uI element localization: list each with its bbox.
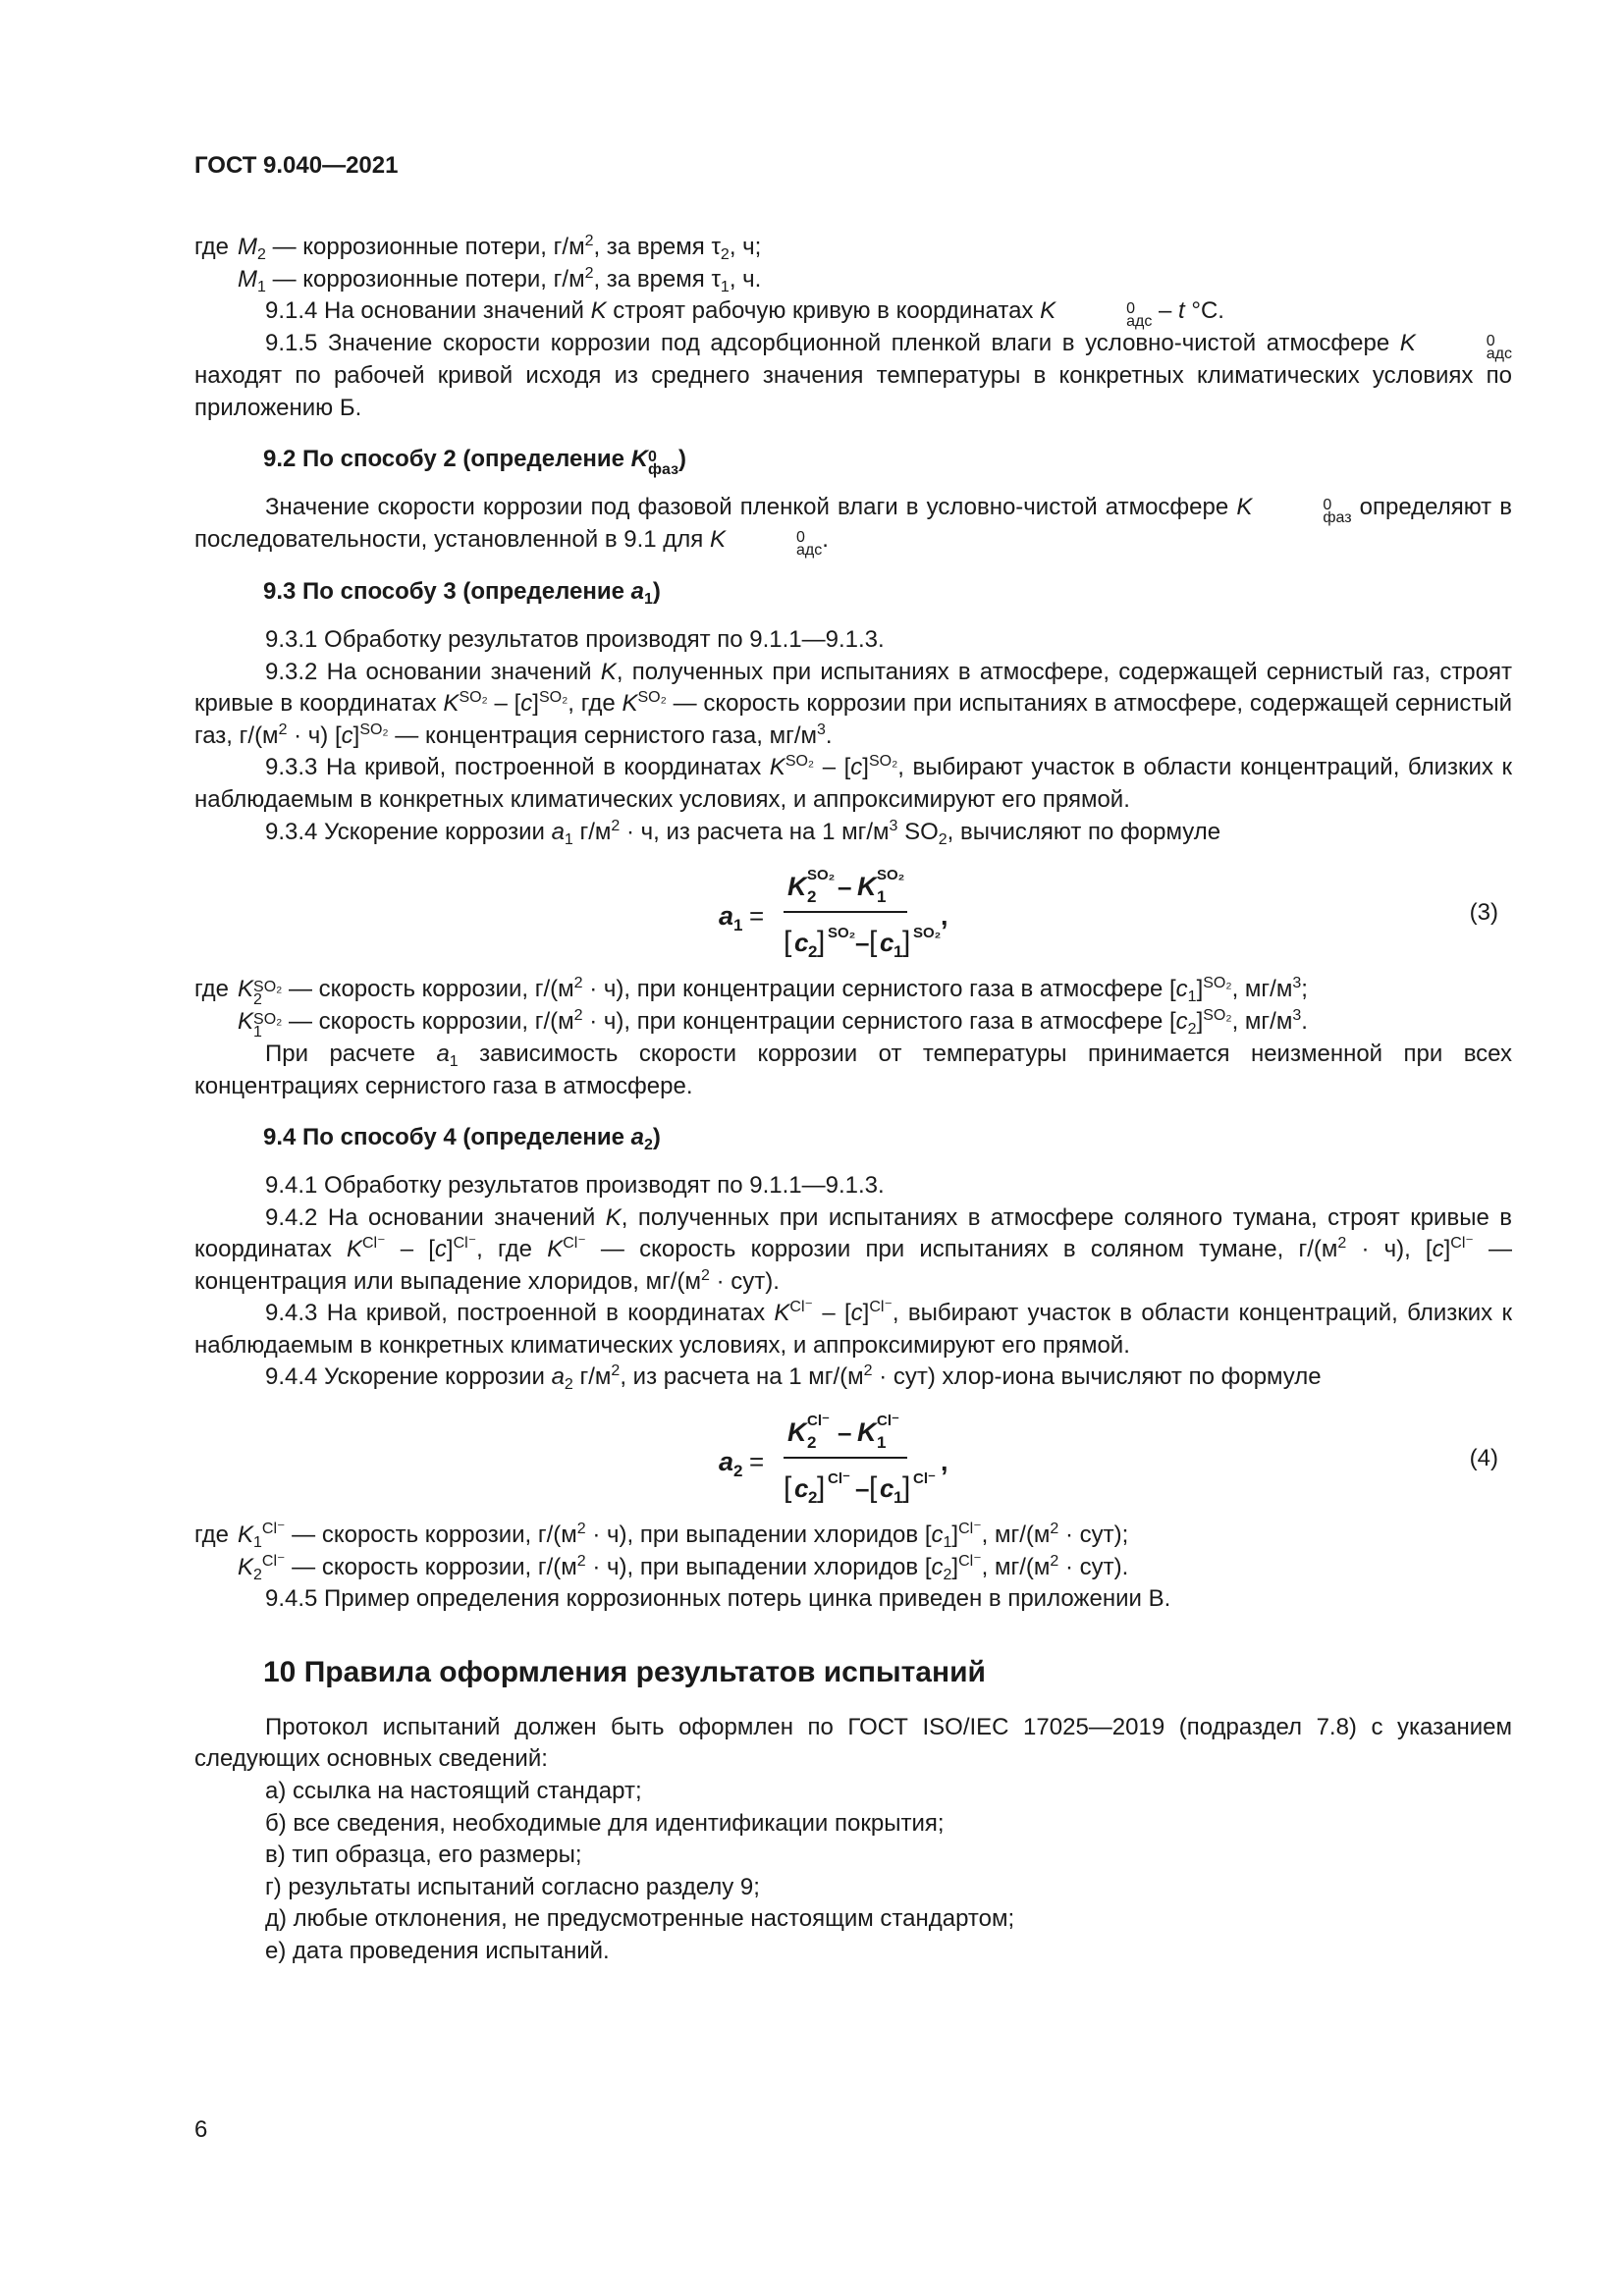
svg-text:=: = [749, 901, 765, 932]
svg-text:K: K [857, 872, 877, 902]
svg-text:2: 2 [808, 942, 818, 962]
svg-text:,: , [941, 1447, 948, 1477]
formula-4 [194, 1398, 1512, 1516]
requirements-list [194, 1776, 1512, 1968]
formula-4-expression [715, 1398, 970, 1516]
paragraph-9-1-4: 9.1.4 На основании значений K строят рабочую кривую в координатах K 0 адс – t °С. [265, 297, 1224, 331]
svg-text:Cl⁻: Cl⁻ [828, 1470, 850, 1488]
where-line-3-k1: K SO₂ 1 — скорость коррозии, $г/(м^2 \cdot ч)$, при концентрации сернистого газа в атмосфере $[c_2]^{SO_2}$, $мг/м^3$. [238, 1007, 1308, 1041]
paragraph-9-4-1: 9.4.1 Обработку результатов производят по 9.1.1—9.1.3. [265, 1171, 885, 1199]
list-item: в) тип образца, его размеры; [265, 1842, 582, 1869]
paragraph-9-4-4: 9.4.4 Ускорение коррозии $a_2$ $г/м^2$, из расчета на 1 $мг/(м^2 \cdot сут)$ хлор-иона вычисляют по формуле [265, 1362, 1322, 1394]
svg-text:1: 1 [893, 1488, 903, 1508]
svg-text:K: K [787, 872, 807, 902]
svg-text:Cl⁻: Cl⁻ [807, 1413, 830, 1430]
svg-text:2: 2 [807, 887, 817, 907]
svg-text:c: c [794, 928, 809, 958]
svg-text:=: = [749, 1447, 765, 1477]
paragraph-9-4-3: 9.4.3 На кривой, построенной в координатах $K^{Cl^-} - [c]^{Cl^-}$, выбирают участок в области концентраций, близких к наблюдаемым в конкретных климатических условиях, и аппроксимируют его прямой. [194, 1299, 1512, 1359]
where-block-4: где $K_1^{Cl^-}$ — скорость коррозии, $г/(м^2 \cdot ч)$, при выпадении хлоридов $[c_1]^{Cl^-}$, $мг/(м^2 \cdot сут)$; [194, 1521, 1129, 1552]
svg-text:1: 1 [733, 916, 743, 935]
svg-text:K: K [787, 1417, 807, 1448]
svg-text:]: ] [817, 926, 826, 959]
svg-text:2: 2 [808, 1488, 818, 1508]
where-line-m1: $M_1$ — коррозионные потери, $г/м^2$, за время $\tau_1$, ч. [238, 264, 762, 295]
svg-text:SO₂: SO₂ [828, 925, 856, 942]
svg-text:2: 2 [733, 1462, 743, 1481]
svg-text:SO₂: SO₂ [807, 867, 836, 884]
page-number: 6 [194, 2116, 208, 2143]
svg-text:SO₂: SO₂ [877, 867, 905, 884]
paragraph-9-1-5: 9.1.5 Значение скорости коррозии под адсорбционной пленкой влаги в условно-чистой атмосфере K 0 адс находят по рабочей кривой исходя из среднего значения температуры в конкретных климатических условиях по приложению Б. [194, 330, 1512, 421]
document-body [194, 232, 1512, 1968]
paragraph-9-3-4: 9.3.4 Ускорение коррозии $a_1$ $г/м^2 \cdot ч$, из расчета на 1 $мг/м^3$ $SO_2$, вычисляют по формуле [265, 817, 1221, 848]
where-block-m: где $M_2$ — коррозионные потери, $г/м^2$, за время $\tau_2$, ч; [194, 233, 762, 263]
svg-text:1: 1 [877, 887, 887, 907]
svg-text:[: [ [784, 1471, 792, 1505]
formula-3 [194, 852, 1512, 970]
svg-text:K: K [857, 1417, 877, 1448]
list-item: е) дата проведения испытаний. [265, 1938, 610, 1964]
svg-text:[: [ [869, 926, 878, 959]
svg-text:a: a [719, 1447, 734, 1477]
list-item: а) ссылка на настоящий стандарт; [265, 1778, 642, 1805]
svg-text:[: [ [869, 1471, 878, 1505]
svg-text:–: – [855, 928, 870, 958]
svg-text:]: ] [902, 926, 911, 959]
svg-text:[: [ [784, 926, 792, 959]
paragraph-9-3-3: 9.3.3 На кривой, построенной в координатах $K^{SO_2} - [c]^{SO_2}$, выбирают участок в области концентраций, близких к наблюдаемым в конкретных климатических условиях, и аппроксимируют его прямой. [194, 753, 1512, 813]
where-line-4-k2: $K_2^{Cl^-}$ — скорость коррозии, $г/(м^2 \cdot ч)$, при выпадении хлоридов $[c_2]^{Cl^-}$, $мг/(м^2 \cdot сут)$. [238, 1552, 1129, 1583]
paragraph-9-3-2: 9.3.2 На основании значений K, полученных при испытаниях в атмосфере, содержащей сернистый газ, строят кривые в координатах $K^{SO_2} - [c]^{SO_2}$, где $K^{SO_2}$ — скорость коррозии при испытаниях в атмосфере, содержащей сернистый газ, $г/(м^2 \cdot ч)$ $[c]^{SO_2}$ — концентрация сернистого газа, $мг/м^3$. [194, 658, 1513, 749]
paragraph-9-4-2: 9.4.2 На основании значений K, полученных при испытаниях в атмосфере соляного тумана, строят кривые в координатах $K^{Cl^-} - [c]^{Cl^-}$, где $K^{Cl^-}$ — скорость коррозии при испытаниях в соляном тумане, $г/(м^2 \cdot ч)$, $[c]^{Cl^-}$ — концентрация или выпадение хлоридов, $мг/(м^2 \cdot сут)$. [194, 1203, 1513, 1295]
svg-text:2: 2 [807, 1433, 817, 1453]
svg-text:]: ] [902, 1471, 911, 1505]
section-10-heading: 10 Правила оформления результатов испытаний [263, 1655, 986, 1688]
svg-text:,: , [941, 901, 948, 932]
heading-9-4: 9.4 По способу 4 (определение $a_2$) [263, 1124, 661, 1154]
paragraph-10: Протокол испытаний должен быть оформлен по ГОСТ ISO/IEC 17025—2019 (подраздел 7.8) с указанием следующих основных сведений: [194, 1713, 1512, 1773]
document-header: ГОСТ 9.040—2021 [194, 152, 399, 179]
paragraph-9-4-5: 9.4.5 Пример определения коррозионных потерь цинка приведен в приложении В. [265, 1585, 1171, 1613]
svg-text:a: a [719, 901, 734, 932]
svg-text:]: ] [817, 1471, 826, 1505]
svg-text:–: – [838, 872, 852, 902]
svg-text:–: – [855, 1473, 870, 1504]
formula-3-number: (3) [1469, 899, 1498, 927]
svg-text:Cl⁻: Cl⁻ [877, 1413, 899, 1430]
list-item: б) все сведения, необходимые для идентификации покрытия; [265, 1809, 945, 1837]
paragraph-9-3-note: При расчете $a_1$ зависимость скорости коррозии от температуры принимается неизменной при всех концентрациях сернистого газа в атмосфере. [194, 1041, 1513, 1099]
svg-text:SO₂: SO₂ [913, 925, 942, 942]
formula-4-number: (4) [1469, 1445, 1498, 1472]
where-block-3: где K SO₂ 2 — скорость коррозии, $г/(м^2 \cdot ч)$, при концентрации сернистого газа в атмосфере $[c_1]^{SO_2}$, $мг/м^3$; [194, 975, 1308, 1009]
list-item: г) результаты испытаний согласно разделу 9; [265, 1873, 760, 1900]
svg-text:c: c [794, 1473, 809, 1504]
svg-text:c: c [880, 1473, 894, 1504]
svg-text:–: – [838, 1417, 852, 1448]
paragraph-9-2: Значение скорости коррозии под фазовой пленкой влаги в условно-чистой атмосфере K 0 фаз определяют в последовательности, установленной в 9.1 для K 0 адс . [194, 494, 1513, 560]
svg-text:1: 1 [877, 1433, 887, 1453]
paragraph-9-3-1: 9.3.1 Обработку результатов производят по 9.1.1—9.1.3. [265, 625, 885, 653]
list-item: д) любые отклонения, не предусмотренные настоящим стандартом; [265, 1905, 1015, 1933]
svg-text:c: c [880, 928, 894, 958]
heading-9-3: 9.3 По способу 3 (определение $a_1$) [263, 578, 661, 609]
heading-9-2: 9.2 По способу 2 (определение K 0 фаз ) [263, 446, 687, 479]
svg-text:1: 1 [893, 942, 903, 962]
svg-text:Cl⁻: Cl⁻ [913, 1470, 936, 1488]
formula-3-expression [715, 852, 970, 970]
